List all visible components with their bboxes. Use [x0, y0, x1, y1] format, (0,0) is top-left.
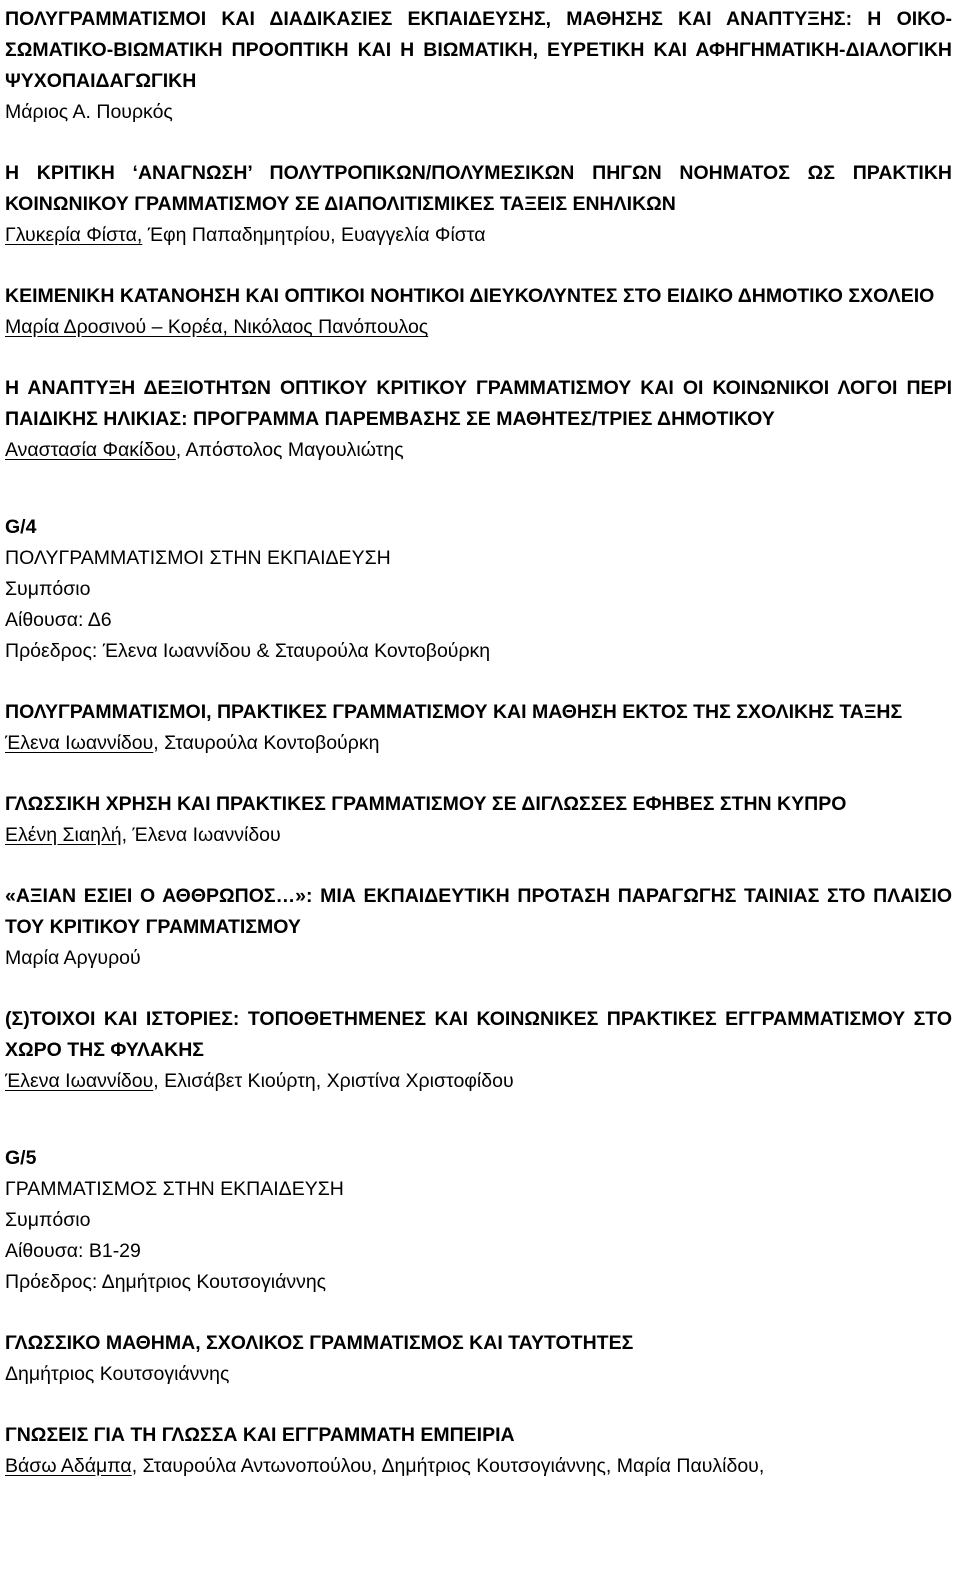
paper-entry [5, 697, 952, 759]
paper-authors [5, 728, 952, 759]
paper-title: Η ΑΝΑΠΤΥΞΗ ΔΕΞΙΟΤΗΤΩΝ ΟΠΤΙΚΟΥ ΚΡΙΤΙΚΟΥ ΓΡΑΜΜΑΤΙΣΜΟΥ ΚΑΙ ΟΙ ΚΟΙΝΩΝΙΚΟΙ ΛΟΓΟΙ ΠΕΡΙ ΠΑΙΔΙΚΗΣ ΗΛΙΚΙΑΣ: ΠΡΟΓΡΑΜΜΑ ΠΑΡΕΜΒΑΣΗΣ ΣΕ ΜΑΘΗΤΕΣ/ΤΡΙΕΣ ΔΗΜΟΤΙΚΟΥ [5, 377, 952, 430]
paper-entry [5, 789, 952, 851]
presenting-author: Δημήτριος Κουτσογιάννης [5, 1363, 230, 1385]
paper-title: ΠΟΛΥΓΡΑΜΜΑΤΙΣΜΟΙ, ΠΡΑΚΤΙΚΕΣ ΓΡΑΜΜΑΤΙΣΜΟΥ ΚΑΙ ΜΑΘΗΣΗ ΕΚΤΟΣ ΤΗΣ ΣΧΟΛΙΚΗΣ ΤΑΞΗΣ [5, 701, 903, 723]
paper-entry [5, 4, 952, 128]
session-header [5, 512, 952, 667]
presenting-author: Ελένη Σιαηλή [5, 824, 122, 846]
paper-title: ΚΕΙΜΕΝΙΚΗ ΚΑΤΑΝΟΗΣΗ ΚΑΙ ΟΠΤΙΚΟΙ ΝΟΗΤΙΚΟΙ ΔΙΕΥΚΟΛΥΝΤΕΣ ΣΤΟ ΕΙΔΙΚΟ ΔΗΜΟΤΙΚΟ ΣΧΟΛΕΙΟ [5, 285, 935, 307]
paper-authors [5, 1451, 952, 1482]
paper-entry [5, 881, 952, 974]
paper-entry [5, 1328, 952, 1390]
paper-title: «ΑΞΙΑΝ ΕΣΙΕΙ Ο ΑΘΘΡΩΠΟΣ…»: ΜΙΑ ΕΚΠΑΙΔΕΥΤΙΚΗ ΠΡΟΤΑΣΗ ΠΑΡΑΓΩΓΗΣ ΤΑΙΝΙΑΣ ΣΤΟ ΠΛΑΙΣΙΟ ΤΟΥ ΚΡΙΤΙΚΟΥ ΓΡΑΜΜΑΤΙΣΜΟΥ [5, 885, 952, 938]
co-authors: , Έλενα Ιωαννίδου [121, 824, 281, 846]
paper-authors [5, 435, 952, 466]
session-header [5, 1143, 952, 1298]
paper-authors [5, 1359, 952, 1390]
paper-entry [5, 281, 952, 343]
co-authors: , Απόστολος Μαγουλιώτης [175, 439, 404, 461]
session-name: ΓΡΑΜΜΑΤΙΣΜΟΣ ΣΤΗΝ ΕΚΠΑΙΔΕΥΣΗ [5, 1178, 344, 1200]
session-type: Συμπόσιο [5, 578, 91, 600]
presenting-author: Αναστασία Φακίδου [5, 439, 176, 461]
paper-authors [5, 820, 952, 851]
session-chair: Πρόεδρος: Δημήτριος Κουτσογιάννης [5, 1271, 327, 1293]
presenting-author: Βάσω Αδάμπα [5, 1455, 132, 1477]
session-chair: Πρόεδρος: Έλενα Ιωαννίδου & Σταυρούλα Κοντοβούρκη [5, 640, 491, 662]
session-room: Αίθουσα: Δ6 [5, 609, 112, 631]
paper-title: ΓΝΩΣΕΙΣ ΓΙΑ ΤΗ ΓΛΩΣΣΑ ΚΑΙ ΕΓΓΡΑΜΜΑΤΗ ΕΜΠΕΙΡΙΑ [5, 1424, 515, 1446]
presenting-author: Μαρία Δροσινού – Κορέα, Νικόλαος Πανόπουλος [5, 316, 429, 338]
co-authors: Έφη Παπαδημητρίου, Ευαγγελία Φίστα [142, 224, 486, 246]
session-type: Συμπόσιο [5, 1209, 91, 1231]
paper-authors [5, 97, 952, 128]
session-name: ΠΟΛΥΓΡΑΜΜΑΤΙΣΜΟΙ ΣΤΗΝ ΕΚΠΑΙΔΕΥΣΗ [5, 547, 391, 569]
presenting-author: Μάριος Α. Πουρκός [5, 101, 173, 123]
session-code: G/5 [5, 1147, 37, 1169]
co-authors: , Σταυρούλα Αντωνοπούλου, Δημήτριος Κουτσογιάννης, Μαρία Παυλίδου, [131, 1455, 765, 1477]
presenting-author: Μαρία Αργυρού [5, 947, 141, 969]
presenting-author: Έλενα Ιωαννίδου [5, 732, 154, 754]
paper-authors [5, 220, 952, 251]
paper-title: ΠΟΛΥΓΡΑΜΜΑΤΙΣΜΟΙ ΚΑΙ ΔΙΑΔΙΚΑΣΙΕΣ ΕΚΠΑΙΔΕΥΣΗΣ, ΜΑΘΗΣΗΣ ΚΑΙ ΑΝΑΠΤΥΞΗΣ: Η ΟΙΚΟ-ΣΩΜΑΤΙΚΟ-ΒΙΩΜΑΤΙΚΗ ΠΡΟΟΠΤΙΚΗ ΚΑΙ Η ΒΙΩΜΑΤΙΚΗ, ΕΥΡΕΤΙΚΗ ΚΑΙ ΑΦΗΓΗΜΑΤΙΚΗ-ΔΙΑΛΟΓΙΚΗ ΨΥΧΟΠΑΙΔΑΓΩΓΙΚΗ [5, 8, 952, 92]
session-code: G/4 [5, 516, 37, 538]
paper-entry [5, 1004, 952, 1097]
paper-entry [5, 158, 952, 251]
paper-authors [5, 1066, 952, 1097]
paper-title: ΓΛΩΣΣΙΚΟ ΜΑΘΗΜΑ, ΣΧΟΛΙΚΟΣ ΓΡΑΜΜΑΤΙΣΜΟΣ ΚΑΙ ΤΑΥΤΟΤΗΤΕΣ [5, 1332, 634, 1354]
paper-title: ΓΛΩΣΣΙΚΗ ΧΡΗΣΗ ΚΑΙ ΠΡΑΚΤΙΚΕΣ ΓΡΑΜΜΑΤΙΣΜΟΥ ΣΕ ΔΙΓΛΩΣΣΕΣ ΕΦΗΒΕΣ ΣΤΗΝ ΚΥΠΡΟ [5, 793, 847, 815]
paper-title: (Σ)ΤΟΙΧΟΙ ΚΑΙ ΙΣΤΟΡΙΕΣ: ΤΟΠΟΘΕΤΗΜΕΝΕΣ ΚΑΙ ΚΟΙΝΩΝΙΚΕΣ ΠΡΑΚΤΙΚΕΣ ΕΓΓΡΑΜΜΑΤΙΣΜΟΥ ΣΤΟ ΧΩΡΟ ΤΗΣ ΦΥΛΑΚΗΣ [5, 1008, 952, 1061]
presenting-author: Έλενα Ιωαννίδου [5, 1070, 154, 1092]
paper-authors [5, 312, 952, 343]
paper-authors [5, 943, 952, 974]
paper-entry [5, 373, 952, 466]
presenting-author: Γλυκερία Φίστα, [5, 224, 143, 246]
co-authors: , Σταυρούλα Κοντοβούρκη [153, 732, 380, 754]
co-authors: , Ελισάβετ Κιούρτη, Χριστίνα Χριστοφίδου [153, 1070, 514, 1092]
session-room: Αίθουσα: Β1-29 [5, 1240, 141, 1262]
paper-entry [5, 1420, 952, 1482]
paper-title: Η ΚΡΙΤΙΚΗ ‘ΑΝΑΓΝΩΣΗ’ ΠΟΛΥΤΡΟΠΙΚΩΝ/ΠΟΛΥΜΕΣΙΚΩΝ ΠΗΓΩΝ ΝΟΗΜΑΤΟΣ ΩΣ ΠΡΑΚΤΙΚΗ ΚΟΙΝΩΝΙΚΟΥ ΓΡΑΜΜΑΤΙΣΜΟΥ ΣΕ ΔΙΑΠΟΛΙΤΙΣΜΙΚΕΣ ΤΑΞΕΙΣ ΕΝΗΛΙΚΩΝ [5, 162, 952, 215]
